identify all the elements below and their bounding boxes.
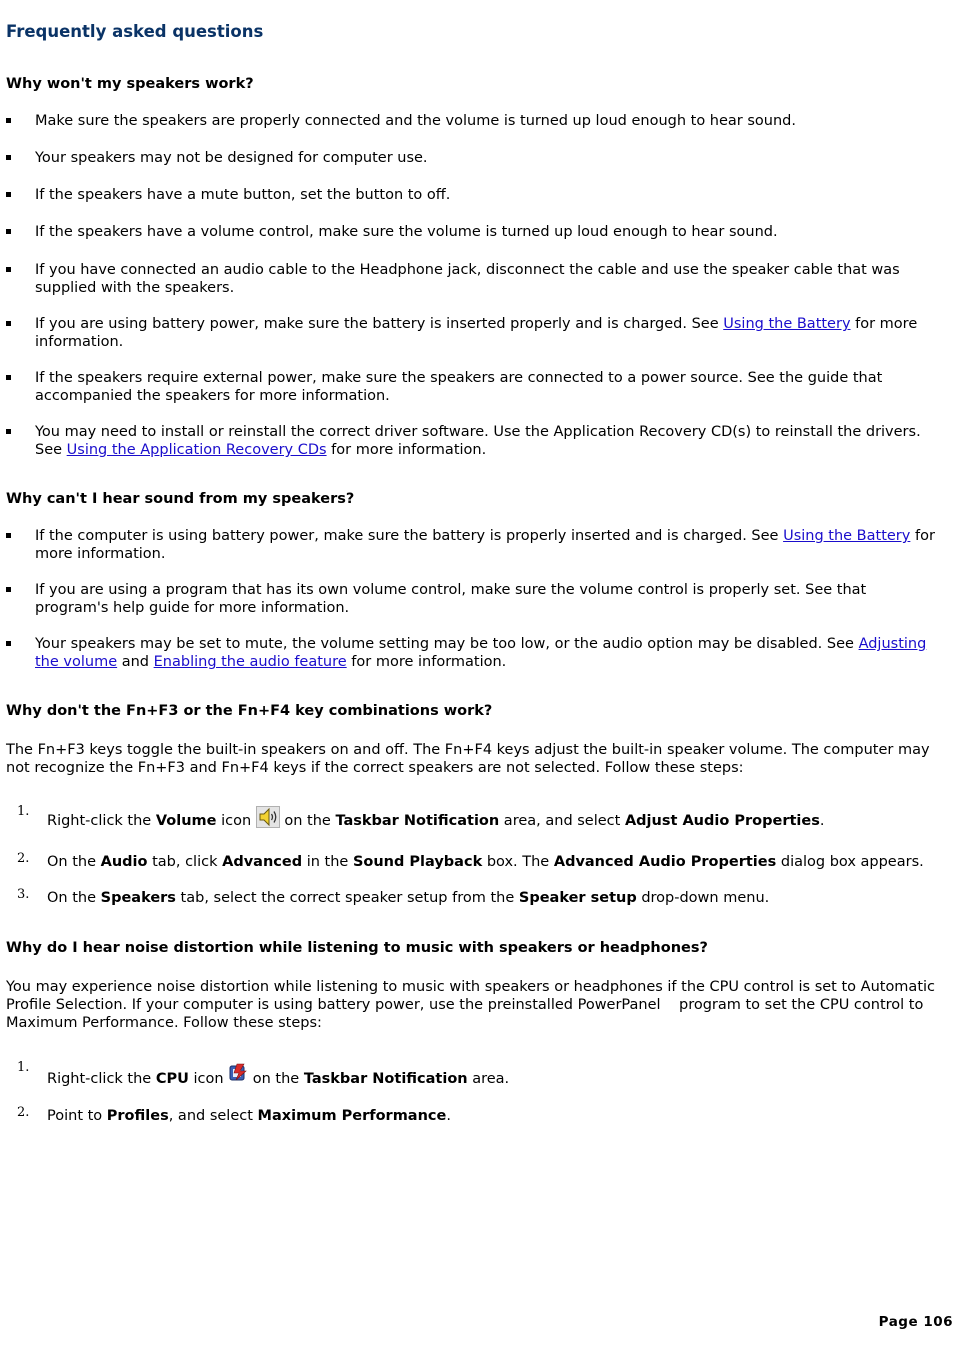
list-item: If you have connected an audio cable to the Headphone jack, disconnect the cable and use the speaker cable that was supplied with the speakers. (6, 261, 936, 297)
step-number: 1. (17, 804, 30, 819)
list-item: Your speakers may be set to mute, the volume setting may be too low, or the audio option may be disabled. See Adjusting the volume and Enabling the audio feature for more information. (6, 635, 936, 671)
step-item: 2. On the Audio tab, click Advanced in the Sound Playback box. The Advanced Audio Properties dialog box appears. (17, 851, 924, 870)
step-number: 2. (17, 851, 30, 866)
fn-keys-steps (6, 806, 936, 907)
speaker-volume-icon (256, 806, 280, 833)
fn-keys-intro: The Fn+F3 keys toggle the built-in speakers on and off. The Fn+F4 keys adjust the built-in speaker volume. The computer may not recognize the Fn+F3 and Fn+F4 keys if the correct speakers are not selected. Follow these steps: (6, 742, 930, 776)
using-recovery-cds-link[interactable]: Using the Application Recovery CDs (66, 442, 327, 458)
noise-distortion-intro: You may experience noise distortion while listening to music with speakers or headphones if the CPU control is set to Automatic Profile Selection. If your computer is using battery power, use the preinstalled PowerPanel program to set the CPU control to Maximum Performance. Follow these steps: (6, 979, 940, 1031)
list-item: If the speakers have a volume control, make sure the volume is turned up loud enough to hear sound. (6, 223, 936, 241)
page-title: Frequently asked questions (6, 22, 264, 41)
cpu-powerpanel-icon (228, 1062, 248, 1087)
faq-page (6, 0, 940, 1125)
noise-distortion-steps (6, 1062, 936, 1125)
section-heading-fn-keys: Why don't the Fn+F3 or the Fn+F4 key combinations work? (6, 703, 493, 719)
step-item: 2. Point to Profiles, and select Maximum Performance. (17, 1105, 451, 1124)
list-item: If you are using battery power, make sure the battery is inserted properly and is charged. See Using the Battery for more information. (6, 315, 936, 351)
step-item: 1. Right-click the CPU icon on the Taskbar Notification area. (17, 1060, 510, 1087)
section-heading-noise-distortion: Why do I hear noise distortion while listening to music with speakers or headphones? (6, 940, 708, 956)
list-item: If you are using a program that has its own volume control, make sure the volume control is properly set. See that program's help guide for more information. (6, 581, 936, 617)
page-number: Page 106 (878, 1314, 953, 1330)
step-number: 2. (17, 1105, 30, 1120)
no-sound-list (6, 527, 936, 671)
list-item: If the speakers require external power, make sure the speakers are connected to a power source. See the guide that accompanied the speakers for more information. (6, 369, 936, 405)
step-item: 3. On the Speakers tab, select the correct speaker setup from the Speaker setup drop-down menu. (17, 887, 770, 906)
speakers-not-working-list (6, 112, 936, 459)
list-item: If the speakers have a mute button, set the button to off. (6, 186, 936, 204)
using-the-battery-link[interactable]: Using the Battery (783, 528, 911, 544)
section-heading-no-sound: Why can't I hear sound from my speakers? (6, 491, 355, 507)
list-item: Your speakers may not be designed for computer use. (6, 149, 936, 167)
step-item: 1. Right-click the Volume icon on the Taskbar Notification area, and select Adjust Audio Properties. (6, 806, 936, 833)
using-the-battery-link[interactable]: Using the Battery (723, 316, 851, 332)
enabling-audio-feature-link[interactable]: Enabling the audio feature (153, 654, 347, 670)
list-item: You may need to install or reinstall the correct driver software. Use the Application Recovery CD(s) to reinstall the drivers. See Using the Application Recovery CDs for more information. (6, 423, 936, 459)
section-heading-speakers-not-working: Why won't my speakers work? (6, 76, 254, 92)
step-number: 1. (17, 1060, 30, 1075)
list-item: If the computer is using battery power, make sure the battery is properly inserted and is charged. See Using the Battery for more information. (6, 527, 936, 563)
list-item: Make sure the speakers are properly connected and the volume is turned up loud enough to hear sound. (6, 112, 936, 130)
adjusting-the-volume-link[interactable]: Adjusting the volume (35, 636, 927, 670)
step-number: 3. (17, 887, 30, 902)
